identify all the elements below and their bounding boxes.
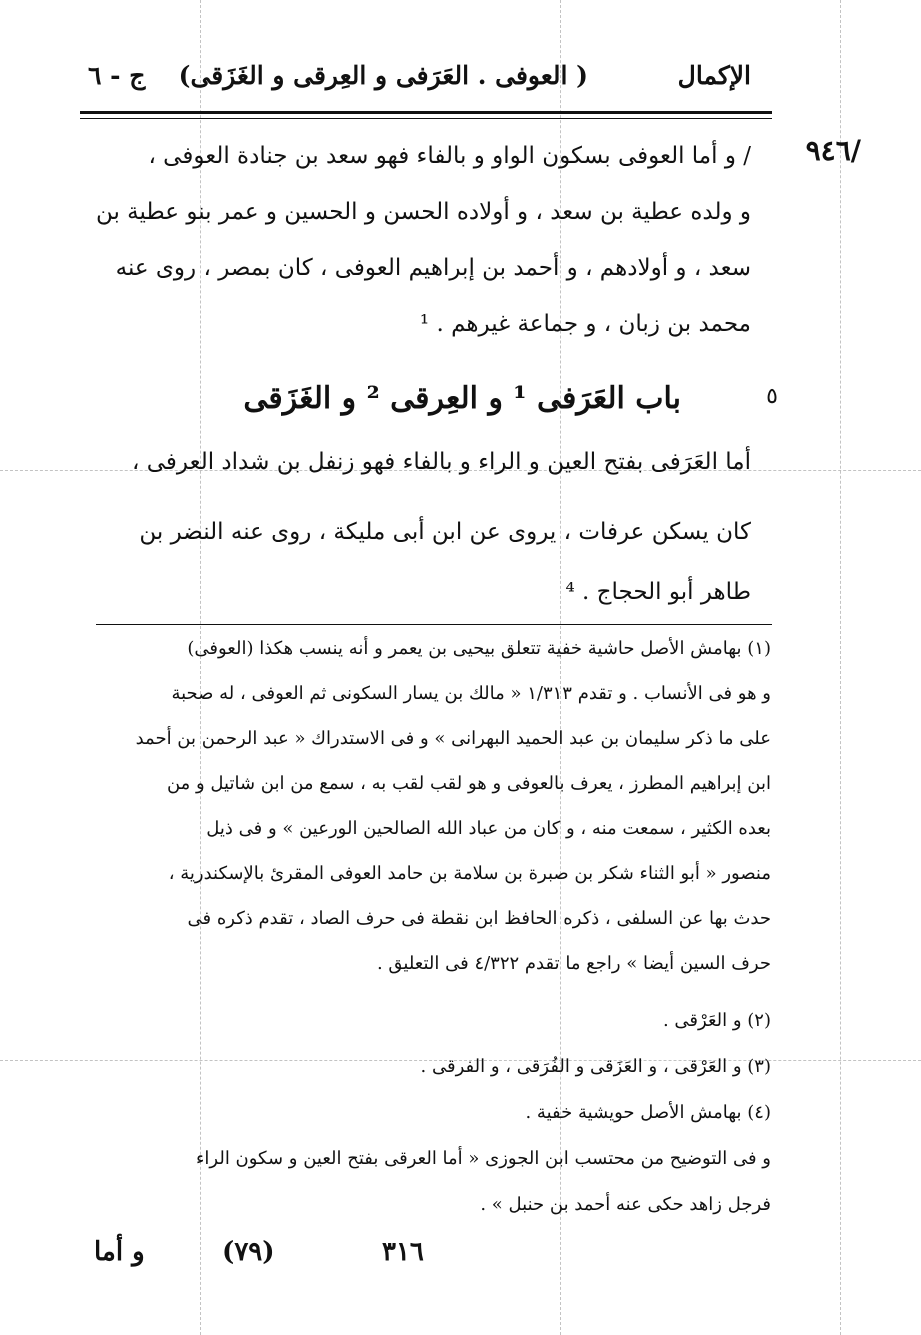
footnote-line: (٤) بهامش الأصل حويشية خفية . — [525, 1102, 771, 1123]
footnote-line: (٢) و العَرْقى . — [662, 1010, 771, 1031]
footnote-line: منصور « أبو الثناء شكر بن صبرة بن سلامة بن حامد العوفى المقرئ بالإسكندرية ، — [168, 863, 771, 884]
footnote-line: على ما ذكر سليمان بن عبد الحميد البهرانى » و فى الاستدراك « عبد الرحمن بن أحمد — [135, 728, 771, 749]
footnote-separator — [96, 624, 772, 625]
running-head-book-title: الإكمال — [677, 61, 751, 90]
footnote-line: حدث بها عن السلفى ، ذكره الحافظ ابن نقطة فى حرف الصاد ، تقدم ذكره فى — [187, 908, 771, 929]
footnote-line: (٣) و العَرْقى ، و العَزَقى و الفُرَقى ، و الفرقى . — [420, 1056, 771, 1077]
page-number: ٣١٦ — [382, 1237, 424, 1267]
body-line: طاهر أبو الحجاج . ⁴ — [565, 579, 751, 605]
scan-grid-line — [840, 0, 841, 1335]
footnote-line: فرجل زاهد حكى عنه أحمد بن حنبل » . — [480, 1194, 771, 1215]
body-line: و ولده عطية بن سعد ، و أولاده الحسن و الحسين و عمر بنو عطية بن — [95, 199, 751, 225]
footnote-line: (١) بهامش الأصل حاشية خفية تتعلق بيحيى بن يعمر و أنه ينسب هكذا (العوفى) — [187, 638, 771, 659]
running-head-volume: ج - ٦ — [88, 61, 146, 90]
catchword: و أما — [94, 1237, 145, 1267]
header-rule — [80, 111, 772, 114]
body-line: سعد ، و أولادهم ، و أحمد بن إبراهيم العوفى ، كان بمصر ، روى عنه — [115, 255, 751, 281]
body-line: / و أما العوفى بسكون الواو و بالفاء فهو سعد بن جنادة العوفى ، — [148, 143, 751, 169]
running-head-entries: ( العوفى . العَرَفى و العِرقى و الغَزَقى) — [178, 61, 588, 90]
body-line: محمد بن زبان ، و جماعة غيرهم . ¹ — [419, 311, 751, 337]
footnote-line: و فى التوضيح من محتسب ابن الجوزى « أما العرقى بفتح العين و سكون الراء — [195, 1148, 771, 1169]
body-line: أما العَرَفى بفتح العين و الراء و بالفاء فهو زنفل بن شداد العرفى ، — [132, 449, 751, 475]
entry-number: /٩٤٦ — [805, 134, 861, 167]
footnote-line: بعده الكثير ، سمعت منه ، و كان من عباد الله الصالحين الورعين » و فى ذيل — [206, 818, 771, 839]
footnote-line: حرف السين أيضا » راجع ما تقدم ٤/٣٢٢ فى التعليق . — [376, 953, 771, 974]
footnote-line: ابن إبراهيم المطرز ، يعرف بالعوفى و هو لقب لقب به ، سمع من ابن شاتيل و من — [166, 773, 771, 794]
footnote-line: و هو فى الأنساب . و تقدم ١/٣١٣ « مالك بن يسار السكونى ثم العوفى ، له صحبة — [171, 683, 771, 704]
sheet-number: (٧٩) — [222, 1237, 275, 1267]
line-number-marker: ٥ — [766, 384, 778, 409]
section-heading: باب العَرَفى ¹ و العِرقى ² و الغَزَقى — [243, 381, 681, 416]
body-line: كان يسكن عرفات ، يروى عن ابن أبى مليكة ، روى عنه النضر بن — [139, 519, 751, 545]
header-rule-thin — [80, 118, 772, 119]
